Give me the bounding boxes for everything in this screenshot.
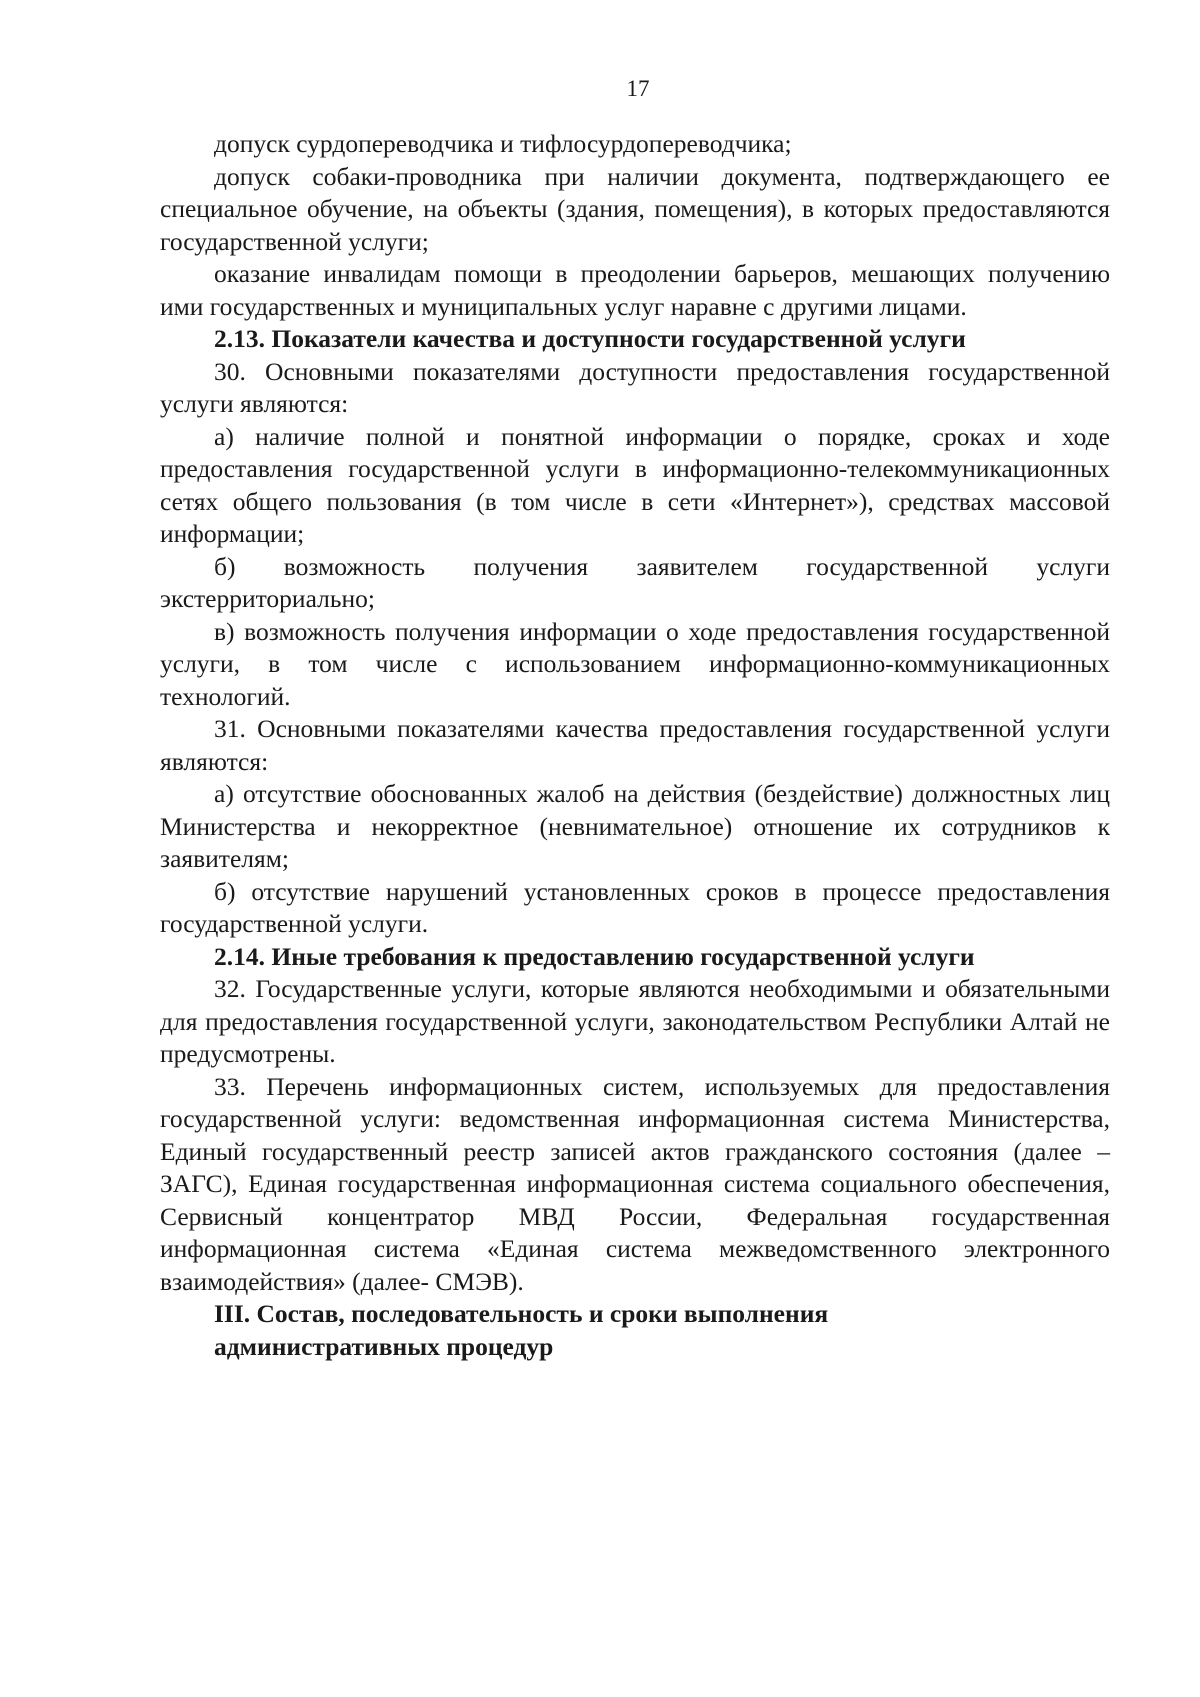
paragraph: б) отсутствие нарушений установленных сроков в процессе предоставления государственной услуги. — [160, 876, 1110, 938]
document-body — [160, 128, 1110, 1363]
paragraph: 30. Основными показателями доступности предоставления государственной услуги являются: — [160, 356, 1110, 418]
paragraph: допуск сурдопереводчика и тифлосурдопереводчика; — [214, 129, 792, 158]
paragraph: допуск собаки-проводника при наличии документа, подтверждающего ее специальное обучение, на объекты (здания, помещения), в которых предоставляются государственной услуги; — [160, 161, 1110, 256]
paragraph: а) отсутствие обоснованных жалоб на действия (бездействие) должностных лиц Министерства и некорректное (невнимательное) отношение их сотрудников к заявителям; — [160, 779, 1110, 873]
paragraph: в) возможность получения информации о ходе предоставления государственной услуги, в том числе с использованием информационно-коммуникационных технологий. — [160, 616, 1110, 711]
paragraph: 31. Основными показателями качества предоставления государственной услуги являются: — [160, 714, 1110, 776]
section-heading-3-line1: III. Состав, последовательность и сроки выполнения — [214, 1299, 829, 1328]
section-heading-2-14: 2.14. Иные требования к предоставлению государственной услуги — [214, 941, 975, 971]
section-heading-2-13: 2.13. Показатели качества и доступности государственной услуги — [214, 324, 966, 353]
paragraph: 32. Государственные услуги, которые являются необходимыми и обязательными для предоставления государственной услуги, законодательством Республики Алтай не предусмотрены. — [160, 974, 1110, 1068]
paragraph: а) наличие полной и понятной информации о порядке, сроках и ходе предоставления государственной услуги в информационно-телекоммуникационных сетях общего пользования (в том числе в сети «Интернет»), средствах массовой информации; — [160, 421, 1110, 548]
page-number: 17 — [626, 76, 650, 101]
section-heading-3-line2: административных процедур — [214, 1331, 554, 1361]
paragraph: оказание инвалидам помощи в преодолении барьеров, мешающих получению ими государственных и муниципальных услуг наравне с другими лицами. — [160, 259, 1110, 321]
paragraph: б) возможность получения заявителем государственной услуги экстерриториально; — [160, 551, 1110, 613]
paragraph: 33. Перечень информационных систем, используемых для предоставления государственной услуги: ведомственная информационная система Министерства, Единый государственный реестр записей актов гражданского состояния (далее – ЗАГС), Единая государственная информационная система социального обеспечения, Сервисный концентратор МВД России, Федеральная государственная информационная система «Единая система межведомственного электронного взаимодействия» (далее- СМЭВ). — [160, 1071, 1110, 1296]
